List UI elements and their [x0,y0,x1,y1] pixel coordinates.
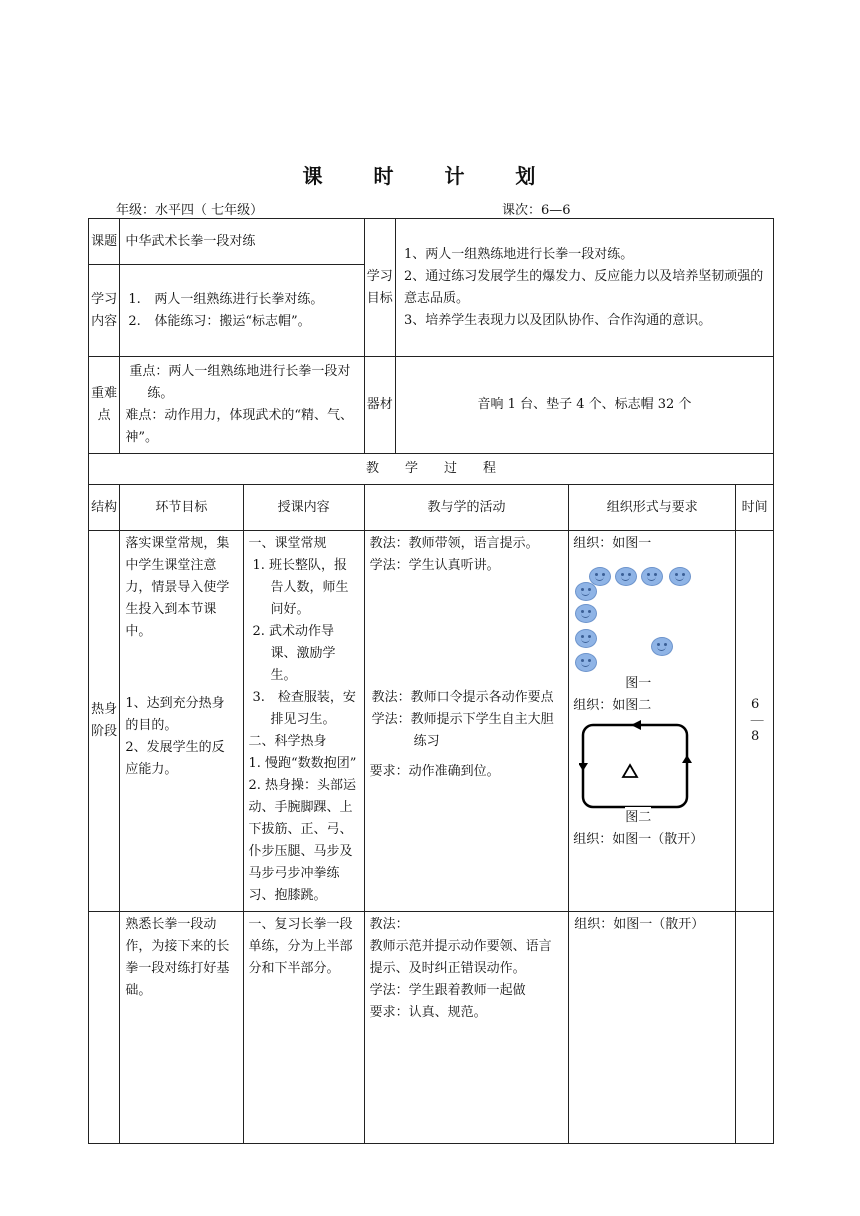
difficulty-point: 难点：动作用力，体现武术的“精、气、神”。 [125,408,353,445]
content-label: 学习内容 [89,265,120,357]
lesson-plan-table [88,218,774,1144]
goal-item: 1、两人一组熟练地进行长拳一段对练。 [403,246,634,262]
col-structure: 结构 [89,485,120,531]
running-loop-diagram [579,719,695,813]
figure-1-caption: 图一 [625,676,652,691]
col-goal: 环节目标 [120,485,243,531]
topic-label: 课题 [89,219,120,265]
stage-practice [89,912,120,1144]
topic-value: 中华武术长拳一段对练 [120,219,364,265]
equip-label: 器材 [364,357,395,454]
grade-label: 年级：水平四（ 七年级） [116,203,264,218]
figure-2-caption: 图二 [625,807,651,829]
org-text-2: 组织：如图二 [573,698,652,713]
process-header: 教 学 过 程 [89,454,774,485]
practice-goal: 熟悉长拳一段动作，为接下来的长拳一段对练打好基础。 [120,912,243,1144]
practice-organization: 组织：如图一（散开） [569,912,736,1144]
col-organization: 组织形式与要求 [569,485,736,531]
student-face-icon [615,567,637,586]
student-face-icon [575,582,597,601]
student-face-icon [651,637,673,656]
practice-activity: 教法： 教师示范并提示动作要领、语言提示、及时纠正错误动作。 学法：学生跟着教师一起做 要求：认真、规范。 [364,912,569,1144]
warmup-activity: 教法：教师带领，语言提示。 学法：学生认真听讲。 教法：教师口令提示各动作要点 学法：教师提示下学生自主大胆练习 要求：动作准确到位。 [364,531,569,912]
arrow-up-icon [682,755,692,763]
content-item: 1. 两人一组熟练进行长拳对练。 [128,291,324,307]
col-content: 授课内容 [243,485,364,531]
warmup-goals: 落实课堂常规，集中学生课堂注意力，情景导入使学生投入到本节课中。 1、达到充分热身的目的。 2、发展学生的反应能力。 [120,531,243,912]
key-cell [120,357,364,454]
org-text-3: 组织：如图一（散开） [573,832,704,847]
practice-time [736,912,774,1144]
page-title: 课 时 计 划 [302,164,558,188]
arrow-down-icon [579,763,588,771]
student-face-icon [575,653,597,672]
content-cell [120,265,364,357]
stage-warmup: 热身阶段 [89,531,120,912]
col-activity: 教与学的活动 [364,485,569,531]
practice-content: 一、复习长拳一段单练，分为上半部分和下半部分。 [243,912,364,1144]
student-face-icon [641,567,663,586]
goal-label: 学习目标 [364,219,395,357]
goal-item: 3、培养学生表现力以及团队协作、合作沟通的意识。 [403,312,712,328]
key-label: 重难点 [89,357,120,454]
col-time: 时间 [736,485,774,531]
goals-cell [395,219,773,357]
key-point: 重点：两人一组熟练地进行长拳一段对练。 [129,364,351,401]
student-face-icon [669,567,691,586]
teacher-triangle-icon [623,765,637,777]
org-text-1: 组织：如图一 [573,536,652,551]
lesson-number: 课次：6—6 [502,203,571,218]
goal-item: 2、通过练习发展学生的爆发力、反应能力以及培养坚韧顽强的意志品质。 [403,268,764,306]
time-value: 6｜8 [736,531,774,912]
warmup-organization [569,531,736,912]
student-face-icon [575,604,597,623]
arrow-left-icon [631,720,641,730]
warmup-content: 一、课堂常规 1. 班长整队，报告人数，师生问好。 2. 武术动作导课、激励学生。 3. 检查服装，安排见习生。 二、科学热身 1. 慢跑“数数抱团” 2. 热身操：头部运动、手腕脚踝、上下拔筋、正、弓、仆步压腿、马步及马步弓步冲拳练习、抱膝跳。 [243,531,364,912]
equipment-value: 音响 1 台、垫子 4 个、标志帽 32 个 [395,357,773,454]
student-face-icon [575,629,597,648]
content-item: 2. 体能练习：搬运“标志帽”。 [128,313,311,329]
